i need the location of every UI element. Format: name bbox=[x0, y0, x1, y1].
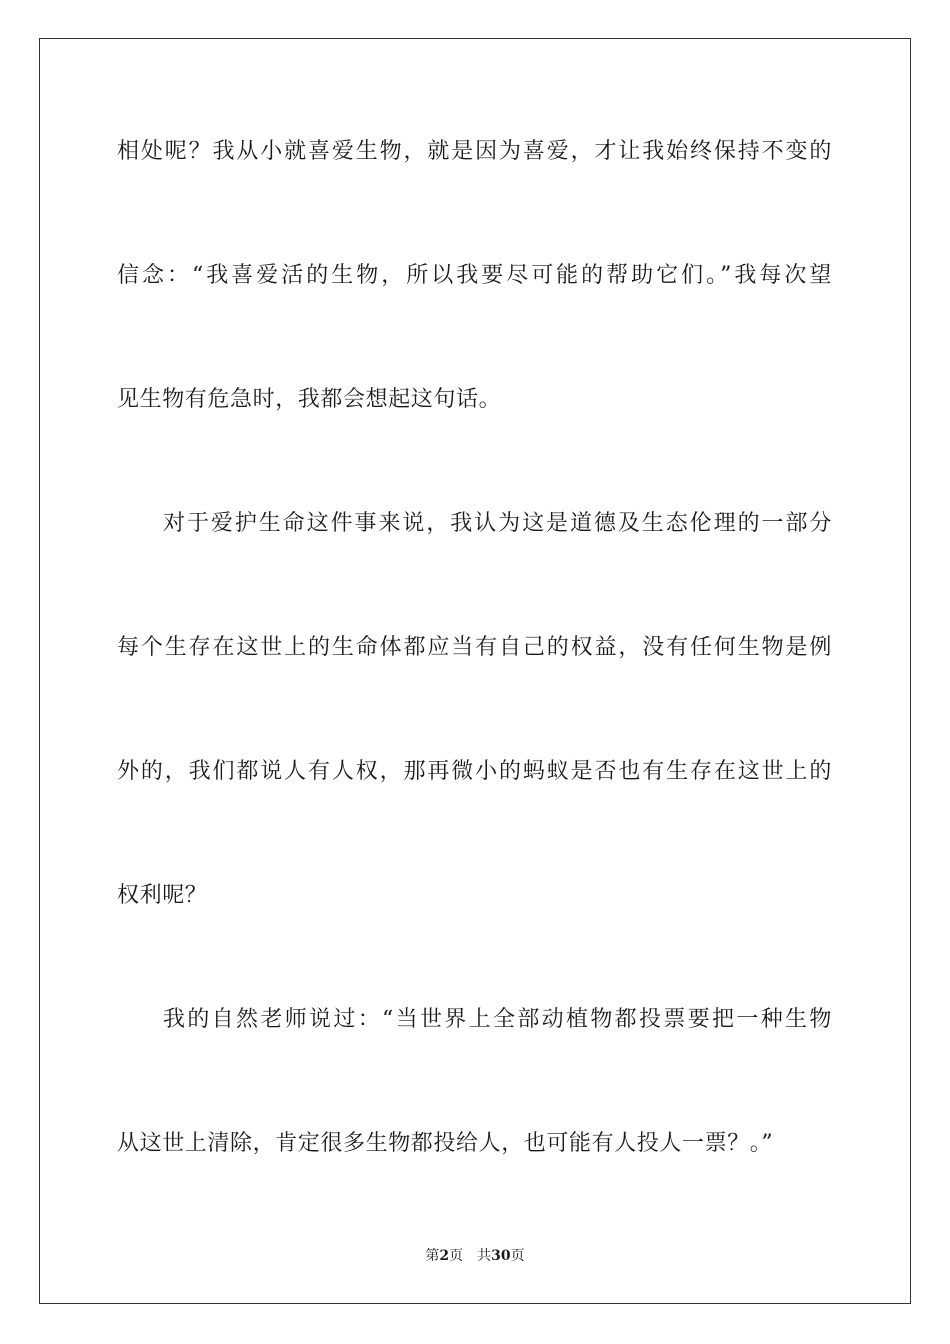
page-footer bbox=[0, 1247, 950, 1265]
text-line: 见生物有危急时，我都会想起这句话。 bbox=[117, 387, 502, 412]
text-line: 权利呢？ bbox=[117, 883, 208, 908]
current-page-number: 2 bbox=[439, 1248, 450, 1264]
footer-mid: 页 共 bbox=[449, 1248, 492, 1264]
footer-suffix: 页 bbox=[510, 1248, 525, 1264]
footer-prefix: 第 bbox=[425, 1248, 440, 1264]
text-line: 信念：“我喜爱活的生物，所以我要尽可能的帮助它们。”我每次望 bbox=[117, 263, 832, 288]
text-line: 相处呢？我从小就喜爱生物，就是因为喜爱，才让我始终保持不变的 bbox=[117, 139, 832, 164]
text-line: 我的自然老师说过：“当世界上全部动植物都投票要把一种生物 bbox=[163, 1007, 832, 1032]
text-line: 每个生存在这世上的生命体都应当有自己的权益，没有任何生物是例 bbox=[117, 635, 832, 660]
text-line: 从这世上清除，肯定很多生物都投给人，也可能有人投人一票？。” bbox=[117, 1131, 774, 1156]
total-page-count: 30 bbox=[491, 1248, 511, 1264]
page-frame bbox=[39, 38, 911, 1304]
text-line: 外的，我们都说人有人权，那再微小的蚂蚁是否也有生存在这世上的 bbox=[117, 759, 832, 784]
text-line: 对于爱护生命这件事来说，我认为这是道德及生态伦理的一部分 bbox=[163, 511, 832, 536]
